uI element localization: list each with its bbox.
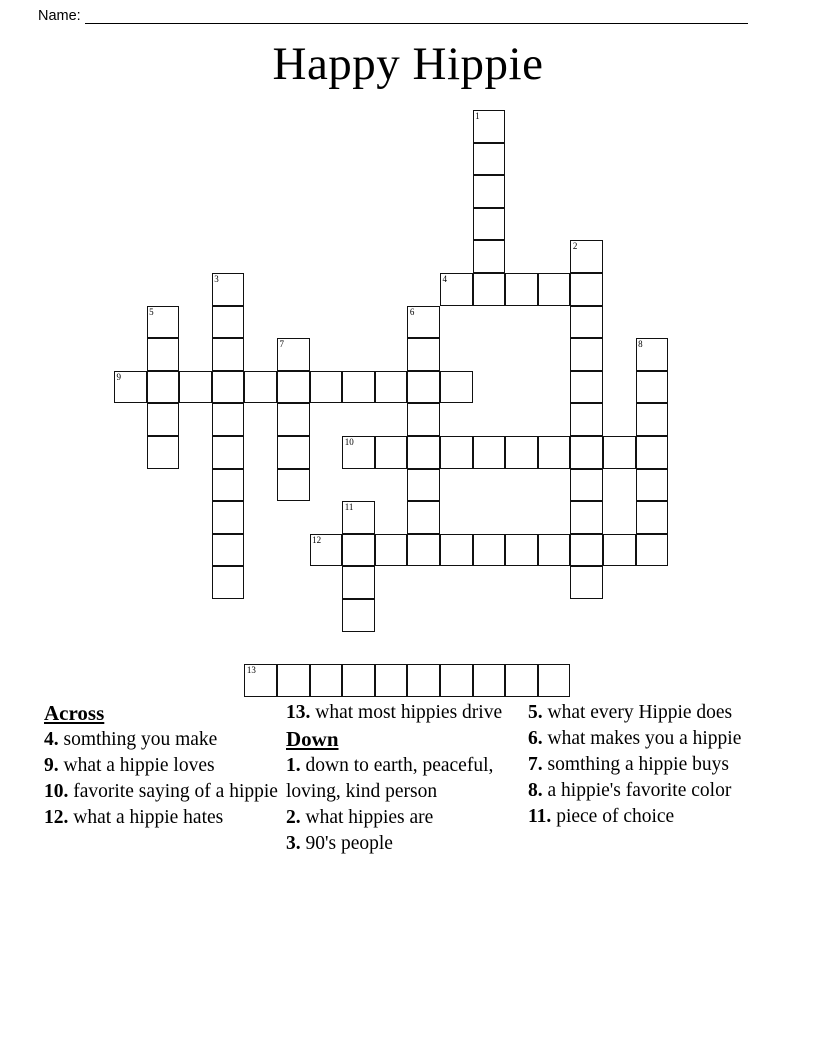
crossword-cell[interactable] bbox=[310, 664, 343, 697]
clue-across-13 bbox=[286, 700, 528, 726]
crossword-cell[interactable] bbox=[538, 534, 571, 567]
clue-column-2 bbox=[286, 700, 528, 857]
crossword-cell[interactable] bbox=[114, 371, 147, 404]
crossword-cell[interactable] bbox=[407, 501, 440, 534]
clue-number: 9. bbox=[44, 755, 59, 776]
clue-number: 2. bbox=[286, 807, 301, 828]
crossword-cell-number: 12 bbox=[312, 534, 322, 545]
clue-number: 5. bbox=[528, 702, 543, 723]
name-label: Name: bbox=[38, 8, 81, 24]
crossword-cell[interactable] bbox=[570, 306, 603, 339]
crossword-cell[interactable] bbox=[440, 534, 473, 567]
crossword-cell[interactable] bbox=[440, 436, 473, 469]
crossword-cell[interactable] bbox=[440, 371, 473, 404]
crossword-cell[interactable] bbox=[570, 338, 603, 371]
crossword-cell[interactable] bbox=[473, 664, 506, 697]
clue-down-3 bbox=[286, 831, 528, 857]
crossword-cell[interactable] bbox=[342, 566, 375, 599]
clue-down-8 bbox=[528, 778, 774, 804]
clue-text: what makes you a hippie bbox=[547, 728, 742, 749]
crossword-cell[interactable] bbox=[212, 338, 245, 371]
clue-column-1 bbox=[44, 700, 286, 831]
crossword-cell[interactable] bbox=[407, 436, 440, 469]
crossword-cell[interactable] bbox=[570, 469, 603, 502]
crossword-cell[interactable] bbox=[636, 371, 669, 404]
crossword-cell-number: 4 bbox=[442, 274, 447, 284]
crossword-cell[interactable] bbox=[440, 273, 473, 306]
crossword-cell[interactable] bbox=[342, 599, 375, 632]
crossword-cell[interactable] bbox=[342, 371, 375, 404]
crossword-cell[interactable] bbox=[147, 371, 180, 404]
crossword-cell[interactable] bbox=[277, 403, 310, 436]
crossword-cell-number: 7 bbox=[279, 339, 284, 350]
clue-text: piece of choice bbox=[556, 806, 675, 827]
crossword-cell[interactable] bbox=[147, 338, 180, 371]
crossword-cell[interactable] bbox=[212, 306, 245, 339]
crossword-cell[interactable] bbox=[636, 338, 669, 371]
clue-number: 6. bbox=[528, 728, 543, 749]
clue-down-7 bbox=[528, 752, 774, 778]
crossword-cell[interactable] bbox=[570, 371, 603, 404]
crossword-cell[interactable] bbox=[570, 240, 603, 273]
clue-across-10 bbox=[44, 779, 286, 805]
crossword-cell[interactable] bbox=[277, 469, 310, 502]
crossword-cell[interactable] bbox=[212, 469, 245, 502]
crossword-cell[interactable] bbox=[636, 403, 669, 436]
crossword-cell[interactable] bbox=[342, 664, 375, 697]
crossword-cell[interactable] bbox=[277, 371, 310, 404]
crossword-cell[interactable] bbox=[636, 469, 669, 502]
clue-text: what a hippie loves bbox=[63, 755, 215, 776]
crossword-cell[interactable] bbox=[407, 664, 440, 697]
clue-number: 10. bbox=[44, 781, 69, 802]
clue-text: what a hippie hates bbox=[73, 807, 224, 828]
page-title: Happy Hippie bbox=[272, 38, 544, 90]
clue-down-11 bbox=[528, 804, 774, 830]
crossword-cell[interactable] bbox=[212, 371, 245, 404]
crossword-cell[interactable] bbox=[505, 273, 538, 306]
crossword-cell[interactable] bbox=[375, 371, 408, 404]
crossword-cell[interactable] bbox=[342, 534, 375, 567]
crossword-cell[interactable] bbox=[603, 534, 636, 567]
crossword-cell[interactable] bbox=[310, 371, 343, 404]
crossword-cell[interactable] bbox=[505, 436, 538, 469]
crossword-cell[interactable] bbox=[179, 371, 212, 404]
crossword-cell-number: 1 bbox=[475, 111, 480, 121]
crossword-cell[interactable] bbox=[570, 273, 603, 306]
crossword-cell[interactable] bbox=[375, 664, 408, 697]
crossword-cell[interactable] bbox=[473, 240, 506, 273]
clue-across-9 bbox=[44, 753, 286, 779]
crossword-cell[interactable] bbox=[277, 338, 310, 371]
crossword-cell[interactable] bbox=[212, 501, 245, 534]
clue-number: 7. bbox=[528, 754, 543, 775]
crossword-cell[interactable] bbox=[407, 306, 440, 339]
clue-text: what every Hippie does bbox=[547, 702, 733, 723]
crossword-cell[interactable] bbox=[473, 436, 506, 469]
crossword-cell[interactable] bbox=[407, 534, 440, 567]
clue-column-3 bbox=[528, 700, 774, 830]
crossword-cell[interactable] bbox=[212, 273, 245, 306]
crossword-cell[interactable] bbox=[244, 371, 277, 404]
crossword-cell[interactable] bbox=[570, 501, 603, 534]
crossword-cell[interactable] bbox=[212, 534, 245, 567]
crossword-cell[interactable] bbox=[342, 436, 375, 469]
crossword-cell[interactable] bbox=[538, 664, 571, 697]
clue-number: 8. bbox=[528, 780, 543, 801]
clue-text: somthing a hippie buys bbox=[547, 754, 729, 775]
crossword-cell-number: 8 bbox=[638, 339, 643, 350]
crossword-cell[interactable] bbox=[473, 175, 506, 208]
crossword-cell[interactable] bbox=[473, 534, 506, 567]
crossword-cell[interactable] bbox=[538, 436, 571, 469]
crossword-cell[interactable] bbox=[473, 143, 506, 176]
crossword-cell[interactable] bbox=[147, 436, 180, 469]
crossword-cell-number: 13 bbox=[246, 665, 256, 676]
crossword-cell[interactable] bbox=[342, 501, 375, 534]
clue-number: 11. bbox=[528, 806, 552, 827]
clue-text: a hippie's favorite color bbox=[547, 780, 732, 801]
crossword-cell[interactable] bbox=[407, 403, 440, 436]
clue-down-2 bbox=[286, 805, 528, 831]
crossword-cell[interactable] bbox=[212, 403, 245, 436]
crossword-cell[interactable] bbox=[473, 110, 506, 143]
crossword-cell[interactable] bbox=[570, 566, 603, 599]
clue-text: favorite saying of a hippie bbox=[73, 781, 278, 802]
clue-text: what most hippies drive bbox=[315, 702, 503, 723]
crossword-cell[interactable] bbox=[212, 436, 245, 469]
clue-number: 13. bbox=[286, 702, 311, 723]
crossword-cell[interactable] bbox=[407, 371, 440, 404]
clue-across-12 bbox=[44, 805, 286, 831]
crossword-cell[interactable] bbox=[147, 306, 180, 339]
crossword-cell[interactable] bbox=[636, 436, 669, 469]
crossword-cell[interactable] bbox=[407, 469, 440, 502]
crossword-cell-number: 6 bbox=[409, 306, 415, 317]
crossword-cell-number: 11 bbox=[344, 502, 354, 513]
clue-number: 1. bbox=[286, 755, 301, 776]
crossword-cell-number: 3 bbox=[214, 274, 219, 284]
crossword-cell[interactable] bbox=[603, 436, 636, 469]
crossword-cell[interactable] bbox=[244, 664, 277, 697]
clue-number: 4. bbox=[44, 729, 59, 750]
clue-text: 90's people bbox=[305, 833, 393, 854]
crossword-cell[interactable] bbox=[277, 664, 310, 697]
crossword-cell[interactable] bbox=[636, 534, 669, 567]
crossword-cell[interactable] bbox=[473, 208, 506, 241]
clue-number: 12. bbox=[44, 807, 69, 828]
crossword-cell[interactable] bbox=[212, 566, 245, 599]
down-heading: Down bbox=[286, 727, 339, 751]
crossword-cell[interactable] bbox=[505, 664, 538, 697]
clue-down-6 bbox=[528, 726, 774, 752]
crossword-cell-number: 2 bbox=[572, 241, 578, 252]
crossword-cell[interactable] bbox=[636, 501, 669, 534]
clue-across-4 bbox=[44, 727, 286, 753]
clue-down-5 bbox=[528, 700, 774, 726]
clue-number: 3. bbox=[286, 833, 301, 854]
crossword-cell[interactable] bbox=[538, 273, 571, 306]
crossword-cell-number: 9 bbox=[116, 371, 121, 382]
clue-text: somthing you make bbox=[63, 729, 218, 750]
crossword-cell[interactable] bbox=[407, 338, 440, 371]
crossword-cell[interactable] bbox=[440, 664, 473, 697]
crossword-cell[interactable] bbox=[147, 403, 180, 436]
crossword-cell[interactable] bbox=[570, 403, 603, 436]
crossword-cell[interactable] bbox=[310, 534, 343, 567]
crossword-cell[interactable] bbox=[375, 436, 408, 469]
clue-text: down to earth, peaceful, loving, kind person bbox=[286, 755, 494, 802]
crossword-cell-number: 5 bbox=[149, 306, 154, 317]
clue-down-1 bbox=[286, 753, 528, 805]
crossword-cell[interactable] bbox=[505, 534, 538, 567]
crossword-cell[interactable] bbox=[375, 534, 408, 567]
crossword-cell-number: 10 bbox=[344, 437, 354, 447]
across-heading: Across bbox=[44, 701, 105, 725]
crossword-cell[interactable] bbox=[277, 436, 310, 469]
clue-text: what hippies are bbox=[305, 807, 434, 828]
clue-lists bbox=[44, 700, 774, 857]
crossword-cell[interactable] bbox=[570, 534, 603, 567]
crossword-cell[interactable] bbox=[473, 273, 506, 306]
crossword-cell[interactable] bbox=[570, 436, 603, 469]
